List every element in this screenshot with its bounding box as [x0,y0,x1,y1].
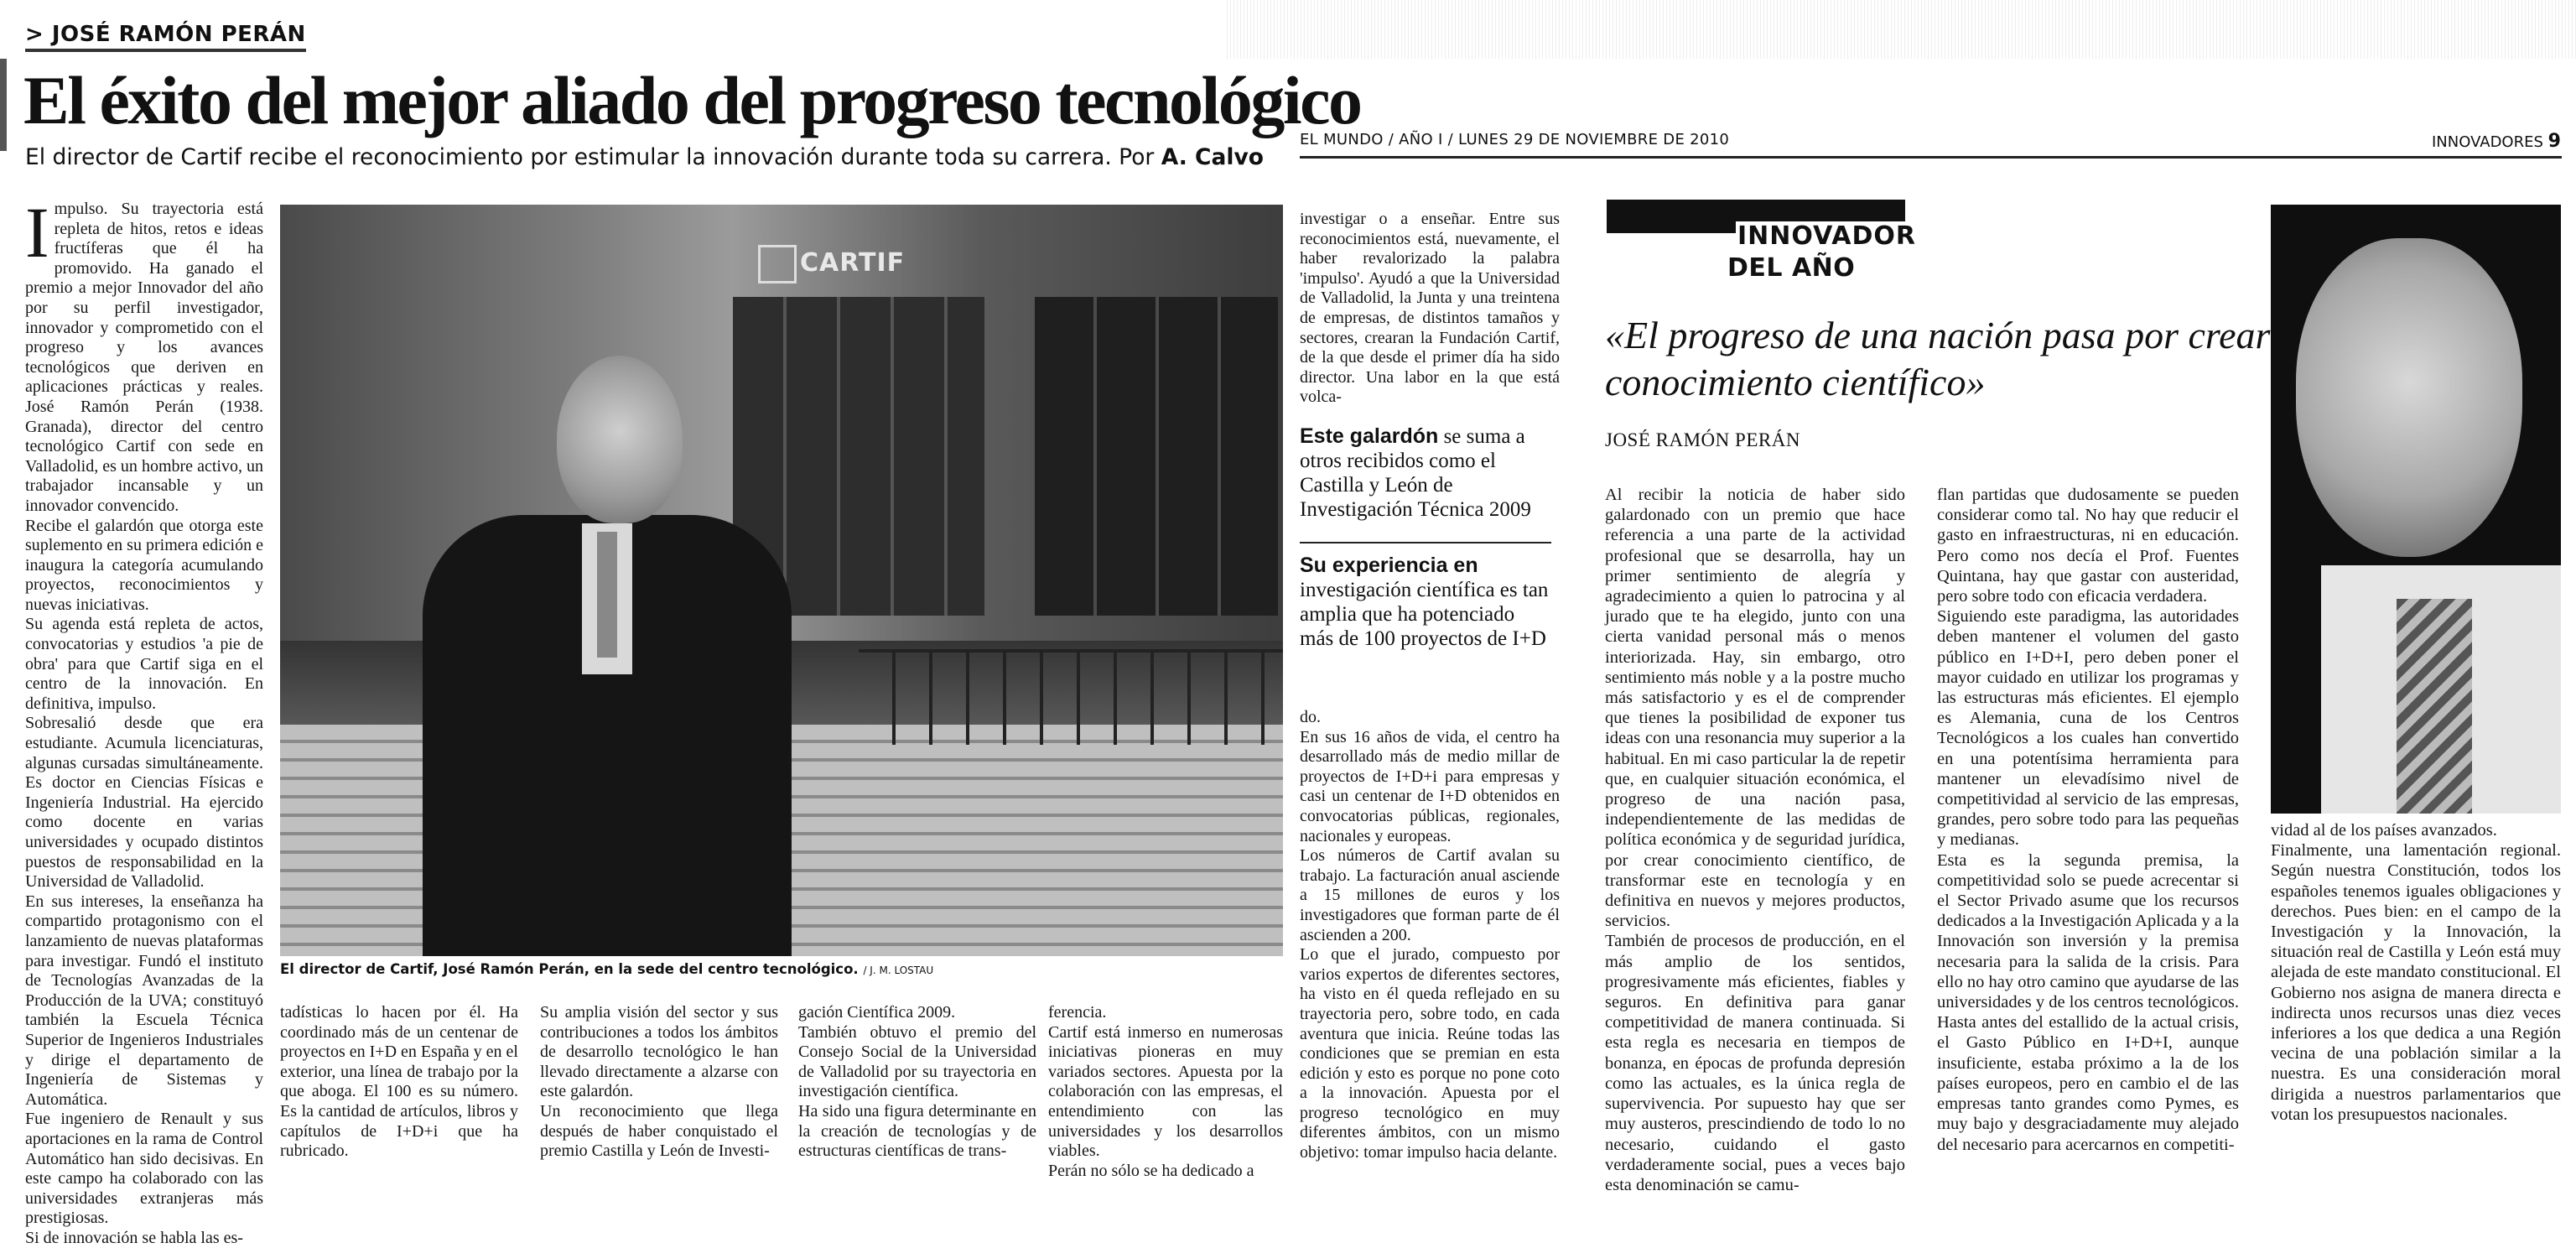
subheadline [25,144,1264,170]
column-text: flan partidas que dudosamente se pueden considerar como tal. No hay que reducir el gasto en infraestructuras, ni en educación. Pero como nos decía el Prof. Fuentes Quintana, hay que gastar con austeridad, pero sobre todo con eficacia verdadera. Siguiendo este paradigma, las autoridades deben mantener el volumen del gasto público en I+D+I, pero deben poner el mayor cuidado en utilizar los programas y las estructuras más eficientes. El ejemplo es Alemania, cuna de los Centros Tecnológicos a los cuales han convertido en una potentísima herramienta para mantener un elevadísimo nivel de competitividad al servicio de las empresas, grandes, pero sobre todo para las pequeñas y medianas. Esta es la segunda premisa, la competitividad solo se puede acrecentar si el Sector Privado asume que los recursos dedicados a la Investigación Aplicada y a la Innovación son inversión y la premisa necesaria para la salida de la crisis. Para ello no hay otro camino que ayudarse de las universidades y de los centros tecnológicos. Hasta antes del estallido de la actual crisis, el Gasto Público en I+D+I, aunque insuficiente, estaba próximo a la de los países europeos, pero en cambio el de las empresas tanto grandes como Pymes, es muy bajo y desgraciadamente muy alejado del necesario para acercarnos en competiti- [1937,486,2239,1154]
cartif-logo-icon [758,245,797,283]
section-label-1: INNOVADOR [1737,221,1916,251]
opinion-author: JOSÉ RAMÓN PERÁN [1605,429,1800,450]
author-kicker: > JOSÉ RAMÓN PERÁN [25,22,306,52]
folio-rule [1300,156,2562,159]
column-text: investigar o a enseñar. Entre sus reconocimientos está, nuevamente, el haber revalorizado la palabra 'impulso'. Ayudó a que la Universidad de Valladolid, la Junta y una treintena de empresas, de distintos tamaños y sectores, crearan la Fundación Cartif, de la que desde el primer día ha sido director. Una labor en la que está volca- [1300,210,1560,407]
column-text: gación Científica 2009. También obtuvo el premio del Consejo Social de la Universidad de Valladolid por su trayectoria en investigación científica. Ha sido una figura determinante en la creación de tecnologías y de estructuras científicas de trans- [798,1003,1036,1161]
caption-text: El director de Cartif, José Ramón Perán, en la sede del centro tecnológico. [280,961,859,977]
article-column-6-top [1300,210,1560,408]
article-column-3 [540,1003,778,1162]
pull-quote-text: se suma a otros recibidos como el Castilla y León de Investigación Técnica 2009 [1300,425,1531,521]
folio-section: INNOVADORES [2432,133,2543,151]
photo-credit: / J. M. LOSTAU [863,965,934,976]
folio-left: EL MUNDO / AÑO I / LUNES 29 DE NOVIEMBRE DE 2010 [1300,131,1730,148]
opinion-column-2 [1937,485,2239,1155]
pull-quote-2 [1300,554,1551,651]
dropcap: I [25,192,49,273]
subheadline-text: El director de Cartif recibe el reconocimiento por estimular la innovación durante toda su carrera. Por [25,144,1155,170]
column-text: mpulso. Su trayectoria está repleta de hitos, retos e ideas fructíferas que él ha promovido. Ha ganado el premio a mejor Innovador del año por su perfil investigador, innovador y comprometido con el progreso y los avances tecnológicos que deriven en aplicaciones prácticas y reales. José Ramón Perán (1938. Granada), director del centro tecnológico Cartif con sede en Valladolid, es un hombre activo, un trabajador incansable y un innovador convencido. Recibe el galardón que otorga este suplemento en su primera edición e inaugura la categoría acumulando proyectos, reconocimientos y nuevas iniciativas. Su agenda está repleta de actos, convocatorias y estudios 'a pie de obra' para que Cartif siga en el centro de la innovación. En definitiva, impulso. Sobresalió desde que era estudiante. Acumula licenciaturas, algunas cursadas simultáneamente. Es doctor en Ciencias Físicas e Ingeniería Industrial. Ha ejercido como docente en varias universidades y ocupado distintos puestos de responsabilidad en la Universidad de Valladolid. En sus intereses, la enseñanza ha compartido protagonismo con el lanzamiento de nuevas plataformas para investigar. Fundó el instituto de Tecnologías Avanzadas de la Producción de la UVA; constituyó también la Escuela Técnica Superior de Ingenieros Industriales y dirige el departamento de Ingeniería de Sistemas y Automática. Fue ingeniero de Renault y sus aportaciones en la rama de Control Automático han sido decisivas. En este campo ha colaborado con las universidades extranjeras más prestigiosas. Si de innovación se habla las es- [25,200,263,1247]
pull-quote-bold: Este galardón [1300,424,1439,448]
column-text: do. En sus 16 años de vida, el centro ha desarrollado más de medio millar de proyectos de I+D+i para empresas y casi un centenar de I+D obtenidos en convocatorias públicas, regionales, nacionales y europeas. Los números de Cartif avalan su trabajo. La facturación anual asciende a 15 millones de euros y los investigadores que forman parte de él ascienden a 200. Lo que el jurado, compuesto por varios expertos de diferentes sectores, ha visto en él queda reflejado en su trayectoria pero, sobre todo, en cada aventura que inicia. Reúne todas las condiciones que se premian en esta edición y esto es porque no pone coto a la innovación. Apuesta por el progreso tecnológico en muy diferentes ámbitos, con un mismo objetivo: tomar impulso hacia delante. [1300,708,1560,1162]
photo-caption [280,961,933,977]
person-head [557,356,683,523]
column-text: tadísticas lo hacen por él. Ha coordinado más de un centenar de proyectos en I+D en España y en el exterior, una línea de trabajo por la que aboga. El 100 es su número. Es la cantidad de artículos, libros y capítulos de I+D+i que ha rubricado. [280,1003,518,1161]
main-photo [280,205,1283,956]
pull-quote-text: investigación científica es tan amplia que ha potenciado más de 100 proyectos de I+D [1300,579,1549,650]
column-text: ferencia. Cartif está inmerso en numerosas iniciativas pioneras en muy variados sectores. Apuesta por la colaboración con las empresas, el entendimiento con las universidades y los desarrollos viables. Perán no sólo se ha dedicado a [1048,1003,1283,1180]
pull-quote-rule [1300,542,1551,543]
pull-quote-1 [1300,424,1551,522]
headline-rule [0,59,7,151]
article-column-5 [1048,1003,1283,1181]
cartif-sign: CARTIF [800,248,906,278]
column-text: Al recibir la noticia de haber sido galardonado con un premio que hace referencia a una parte de la actividad profesional que se desarrolla, hay un primer sentimiento de alegría y agradecimiento a quien lo patrocina y al jurado que te ha elegido, junto con una cierta vanidad personal más o menos interiorizada. Hay, sin embargo, otro sentimiento más noble y a la postre mucho más satisfactorio y es el de comprender que tienes la posibilidad de exponer tus ideas con una resonancia muy superior a la habitual. En mi caso particular la de repetir que, en cualquier situación económica, el progreso de una nación pasa, independientemente de las medidas de política económica y de seguridad jurídica, por crear conocimiento científico, de transformar este en tecnología y en definitiva en nuevos y mejores productos, servicios. También de procesos de producción, en el más amplio de los sentidos, progresivamente más eficientes, fiables y seguros. En definitiva para ganar competitividad de manera continuada. Si esta regla es necesaria en tiempos de bonanza, en épocas de profunda depresión como las actuales, es la única regla de supervivencia. Por supuesto hay que ser muy austeros, prescindiendo de todo lo no necesario, cuidando el gasto verdaderamente social, pues a veces bajo esta denominación se camu- [1605,486,1905,1194]
column-text: vidad al de los países avanzados. Finalmente, una lamentación regional. Según nuestra Constitución, todos los españoles tenemos iguales obligaciones y derechos. Pues bien: en el campo de la Investigación y la Innovación, la situación real de Castilla y León está muy alejada de este mandato constitucional. El Gobierno nos asigna de manera directa e indirecta unos recursos unas diez veces inferiores a los que dedica a una Región vecina de una población similar a la nuestra. Es una consideración moral dirigida a nuestros parlamentarios que votan los presupuestos nacionales. [2271,821,2561,1124]
byline: A. Calvo [1161,144,1264,170]
column-text: Su amplia visión del sector y sus contribuciones a todos los ámbitos de desarrollo tecnológico le han llevado directamente a alzarse con este galardón. Un reconocimiento que llega después de haber conquistado el premio Castilla y León de Investi- [540,1003,778,1161]
quote-headline: «El progreso de una nación pasa por crear conocimiento científico» [1605,314,2271,403]
right-page-top-border [1224,0,2576,59]
glass-windows-right [1035,297,1278,616]
portrait-photo [2271,205,2561,814]
article-column-4 [798,1003,1036,1162]
railing [859,649,1283,745]
headline: El éxito del mejor aliado del progreso tecnológico [23,62,1361,138]
portrait-tie [2397,599,2472,814]
article-column-1 [25,192,263,1248]
article-column-2 [280,1003,518,1162]
opinion-column-3 [2271,820,2561,1125]
folio-right [2432,131,2561,152]
pull-quote-bold: Su experiencia en [1300,554,1478,577]
opinion-column-1 [1605,485,1905,1195]
article-column-6-bottom [1300,708,1560,1163]
section-label-2: DEL AÑO [1727,253,1856,283]
page-number: 9 [2547,131,2561,152]
person-tie [597,532,617,658]
portrait-head [2296,238,2522,557]
